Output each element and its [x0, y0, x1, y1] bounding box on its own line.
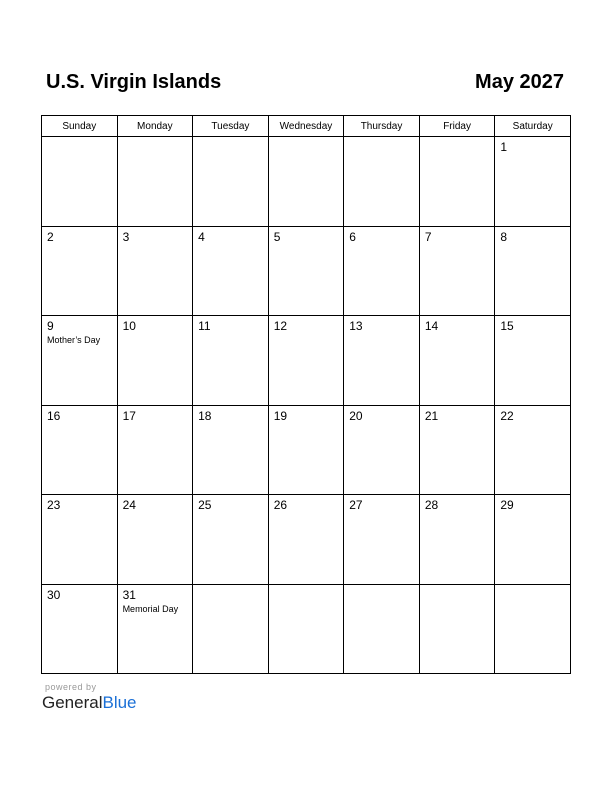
- day-cell: [344, 137, 420, 227]
- region-title: U.S. Virgin Islands: [46, 71, 222, 93]
- powered-by-label: powered by: [45, 682, 97, 692]
- day-number: 4: [198, 229, 205, 244]
- day-cell: [344, 316, 420, 406]
- day-number: 5: [273, 229, 281, 244]
- day-cell: [419, 405, 495, 495]
- day-number: 12: [273, 319, 288, 333]
- day-cell: [495, 584, 571, 674]
- day-cell: [419, 316, 495, 406]
- day-cell: [193, 495, 269, 585]
- day-number: 3: [122, 229, 130, 244]
- day-cell: [495, 316, 571, 406]
- day-cell: [117, 495, 193, 585]
- week-row: [42, 495, 571, 585]
- day-cell: [344, 495, 420, 585]
- day-cell: [344, 226, 420, 316]
- day-cell: [193, 226, 269, 316]
- weekday-header-row: [42, 116, 571, 137]
- day-number: 15: [500, 319, 514, 333]
- weekday-sunday: Sunday: [42, 116, 118, 137]
- day-cell: [42, 226, 118, 316]
- day-cell: [419, 584, 495, 674]
- day-number: 25: [198, 498, 212, 512]
- holiday-label: Mother’s Day: [47, 335, 101, 345]
- day-cell: [193, 316, 269, 406]
- day-cell: [268, 405, 344, 495]
- day-number: 16: [47, 408, 61, 423]
- calendar-grid: [41, 115, 571, 674]
- day-number: 6: [349, 229, 356, 244]
- week-row: [42, 137, 571, 227]
- day-cell: [419, 495, 495, 585]
- day-number: 26: [273, 498, 288, 512]
- day-number: 18: [198, 408, 212, 423]
- day-number: 28: [424, 498, 439, 512]
- day-cell: [42, 316, 118, 406]
- day-cell: [268, 316, 344, 406]
- day-number: 7: [424, 229, 432, 244]
- day-number: 10: [122, 319, 136, 333]
- day-number: 20: [349, 408, 363, 423]
- day-cell: [344, 584, 420, 674]
- day-number: 21: [424, 408, 439, 423]
- day-cell: [419, 226, 495, 316]
- day-number: 14: [424, 319, 439, 333]
- week-row: [42, 316, 571, 406]
- day-number: 31: [122, 587, 136, 602]
- day-number: 9: [47, 319, 54, 333]
- day-cell: [193, 137, 269, 227]
- brand-general-text: General: [42, 693, 103, 712]
- day-number: 24: [122, 498, 136, 512]
- day-number: 11: [198, 319, 211, 333]
- generalblue-logo: [42, 693, 137, 713]
- day-cell: [268, 495, 344, 585]
- day-cell: [42, 495, 118, 585]
- day-cell: [495, 226, 571, 316]
- day-cell: [117, 226, 193, 316]
- calendar-body: [42, 137, 571, 674]
- day-cell: [117, 405, 193, 495]
- day-number: 23: [47, 498, 61, 512]
- day-cell: [193, 405, 269, 495]
- day-cell: [42, 405, 118, 495]
- holiday-label: Memorial Day: [122, 603, 179, 614]
- brand-blue-text: Blue: [102, 693, 137, 712]
- weekday-wednesday: Wednesday: [268, 116, 344, 137]
- day-number: 22: [500, 408, 514, 423]
- day-cell: [268, 226, 344, 316]
- week-row: [42, 405, 571, 495]
- day-number: 29: [500, 498, 514, 512]
- day-cell: [419, 137, 495, 227]
- day-number: 27: [349, 498, 363, 512]
- day-cell: [117, 137, 193, 227]
- day-cell: [495, 495, 571, 585]
- month-year-title: May 2027: [475, 71, 564, 93]
- day-number: 19: [273, 408, 288, 423]
- weekday-tuesday: Tuesday: [193, 116, 269, 137]
- day-cell: [117, 584, 193, 674]
- day-cell: [344, 405, 420, 495]
- day-cell: [193, 584, 269, 674]
- day-number: 8: [500, 229, 508, 244]
- day-number: 17: [122, 408, 136, 423]
- weekday-saturday: Saturday: [495, 116, 571, 137]
- day-number: 1: [500, 140, 508, 154]
- day-cell: [268, 584, 344, 674]
- day-cell: [42, 584, 118, 674]
- day-number: 13: [349, 319, 363, 333]
- day-number: 2: [47, 229, 54, 244]
- day-cell: [117, 316, 193, 406]
- day-cell: [268, 137, 344, 227]
- weekday-monday: Monday: [117, 116, 193, 137]
- week-row: [42, 584, 571, 674]
- weekday-friday: Friday: [419, 116, 495, 137]
- day-cell: [495, 137, 571, 227]
- day-cell: [495, 405, 571, 495]
- day-cell: [42, 137, 118, 227]
- day-number: 30: [47, 587, 61, 602]
- week-row: [42, 226, 571, 316]
- weekday-thursday: Thursday: [344, 116, 420, 137]
